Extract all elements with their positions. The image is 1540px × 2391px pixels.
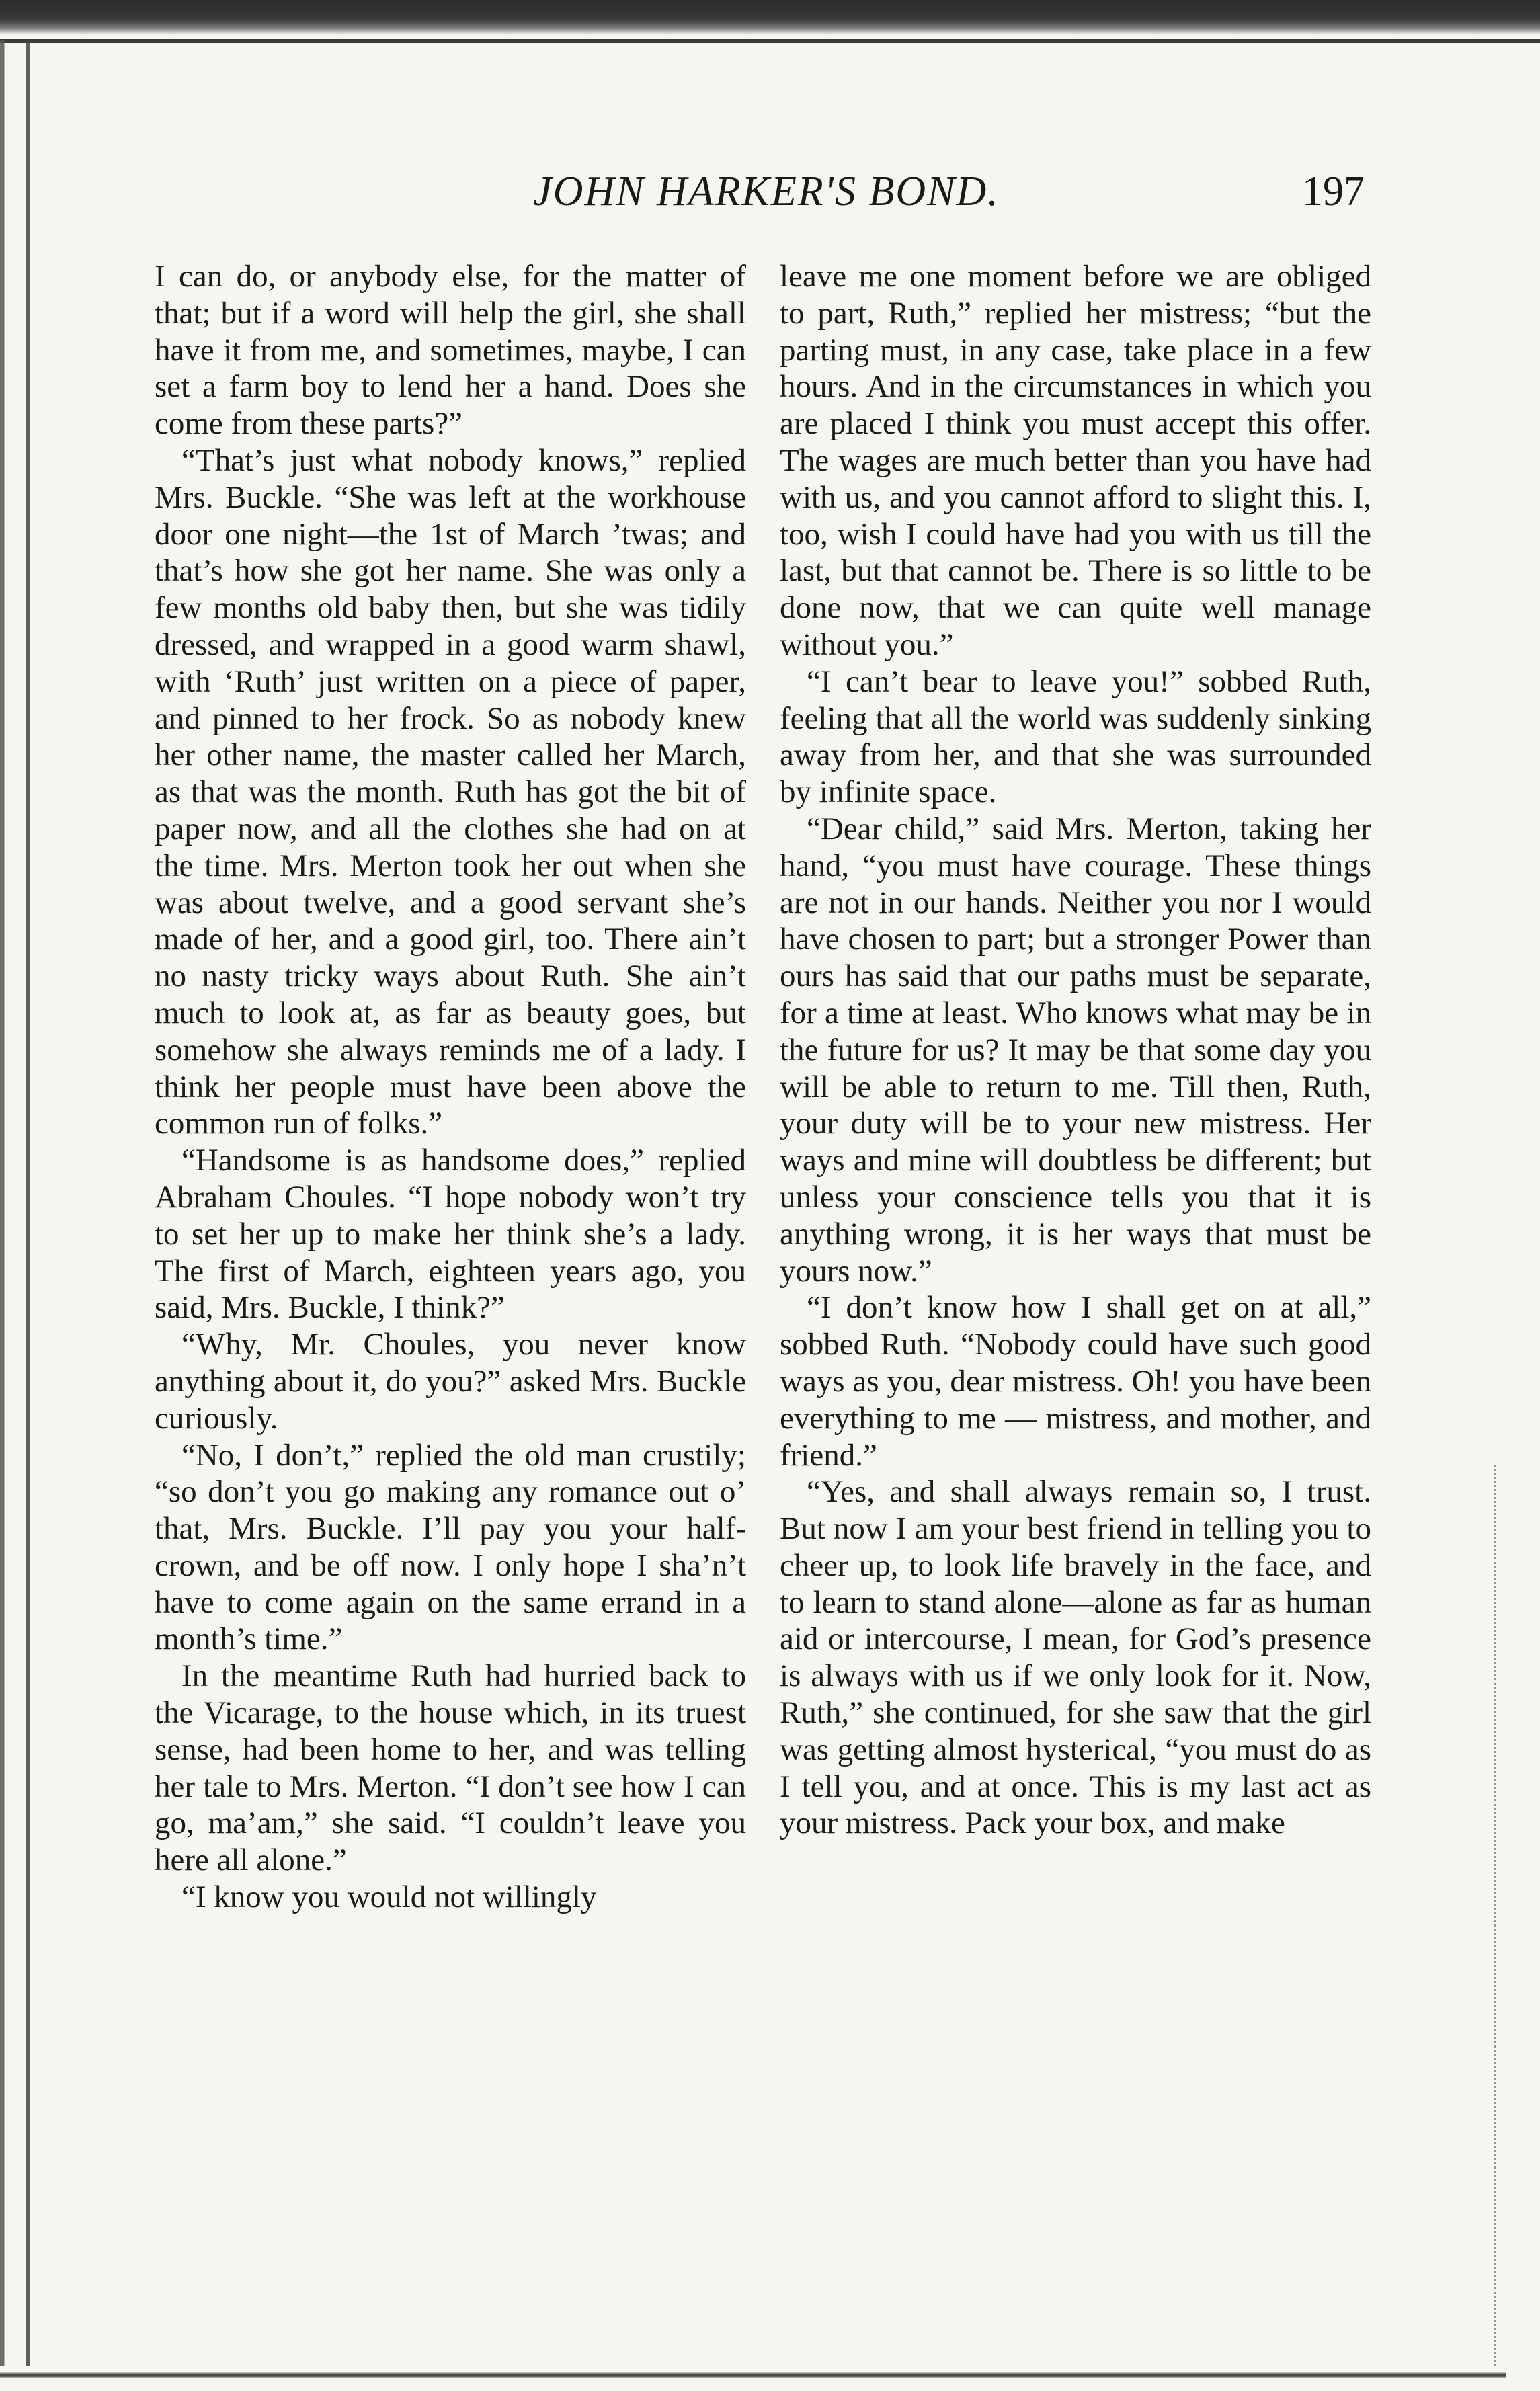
paragraph: I can do, or anybody else, for the matter of that; but if a word will help the girl, she shall have it from me, and sometimes, maybe, I can set a farm boy to lend her a hand. Does she come from these parts?”: [155, 259, 746, 442]
bottom-border-rule: [0, 2372, 1506, 2378]
paragraph: “I don’t know how I shall get on at all,” sobbed Ruth. “Nobody could have such good ways as you, dear mistress. Oh! you have been everything to me — mistress, and mother, and friend.”: [780, 1290, 1371, 1473]
running-title: JOHN HARKER'S BOND.: [533, 169, 1000, 214]
top-border-line: [0, 39, 1540, 43]
paragraph: “That’s just what nobody knows,” replied Mrs. Buckle. “She was left at the workhouse door one night—the 1st of March ’twas; and that’s how she got her name. She was only a few months old baby then, but she was tidily dressed, and wrapped in a good warm shawl, with ‘Ruth’ just written on a piece of paper, and pinned to her frock. So as nobody knew her other name, the master called her March, as that was the month. Ruth has got the bit of paper now, and all the clothes she had on at the time. Mrs. Merton took her out when she was about twelve, and a good servant she’s made of her, and a good girl, too. There ain’t no nasty tricky ways about Ruth. She ain’t much to look at, as far as beauty goes, but somehow she always reminds me of a lady. I think her people must have been above the common run of folks.”: [155, 442, 746, 1141]
left-column: [155, 258, 746, 1916]
paragraph: “I can’t bear to leave you!” sobbed Ruth, feeling that all the world was suddenly sinking away from her, and that she was surrounded by infinite space.: [780, 663, 1371, 810]
paragraph: “Why, Mr. Choules, you never know anything about it, do you?” asked Mrs. Buckle curiously.: [155, 1327, 746, 1436]
paragraph: “Yes, and shall always remain so, I trust. But now I am your best friend in telling you to cheer up, to look life bravely in the face, and to learn to stand alone—alone as far as human aid or intercourse, I mean, for God’s presence is always with us if we only look for it. Now, Ruth,” she continued, for she saw that the girl was getting almost hysterical, “you must do as I tell you, and at once. This is my last act as your mistress. Pack your box, and make: [780, 1474, 1371, 1841]
paragraph: “Dear child,” said Mrs. Merton, taking her hand, “you must have courage. These things are not in our hands. Neither you nor I would have chosen to part; but a stronger Power than ours has said that our paths must be separate, for a time at least. Who knows what may be in the future for us? It may be that some day you will be able to return to me. Till then, Ruth, your duty will be to your new mistress. Her ways and mine will doubtless be different; but unless your conscience tells you that it is anything wrong, it is her ways that must be yours now.”: [780, 811, 1371, 1289]
page-number: 197: [1302, 169, 1365, 214]
top-border-rule: [0, 0, 1540, 35]
paragraph: In the meantime Ruth had hurried back to the Vicarage, to the house which, in its truest sense, had been home to her, and was telling her tale to Mrs. Merton. “I don’t see how I can go, ma’am,” she said. “I couldn’t leave you here all alone.”: [155, 1658, 746, 1878]
paragraph: “Handsome is as handsome does,” replied Abraham Choules. “I hope nobody won’t try to set her up to make her think she’s a lady. The first of March, eighteen years ago, you said, Mrs. Buckle, I think?”: [155, 1143, 746, 1326]
right-margin-marks: [1494, 1465, 1523, 2366]
paragraph: “No, I don’t,” replied the old man crustily; “so don’t you go making any romance out o’ that, Mrs. Buckle. I’ll pay you your half-crown, and be off now. I only hope I sha’n’t have to come again on the same errand in a month’s time.”: [155, 1437, 746, 1657]
left-binding-edge: [0, 40, 42, 2366]
paragraph: leave me one moment before we are obliged to part, Ruth,” replied her mistress; “but the parting must, in any case, take place in a few hours. And in the circumstances in which you are placed I think you must accept this offer. The wages are much better than you have had with us, and you cannot afford to slight this. I, too, wish I could have had you with us till the last, but that cannot be. There is so little to be done now, that we can quite well manage without you.”: [780, 259, 1371, 662]
right-column: [780, 258, 1371, 1842]
paragraph: “I know you would not willingly: [181, 1879, 597, 1915]
running-head: [0, 161, 1540, 222]
